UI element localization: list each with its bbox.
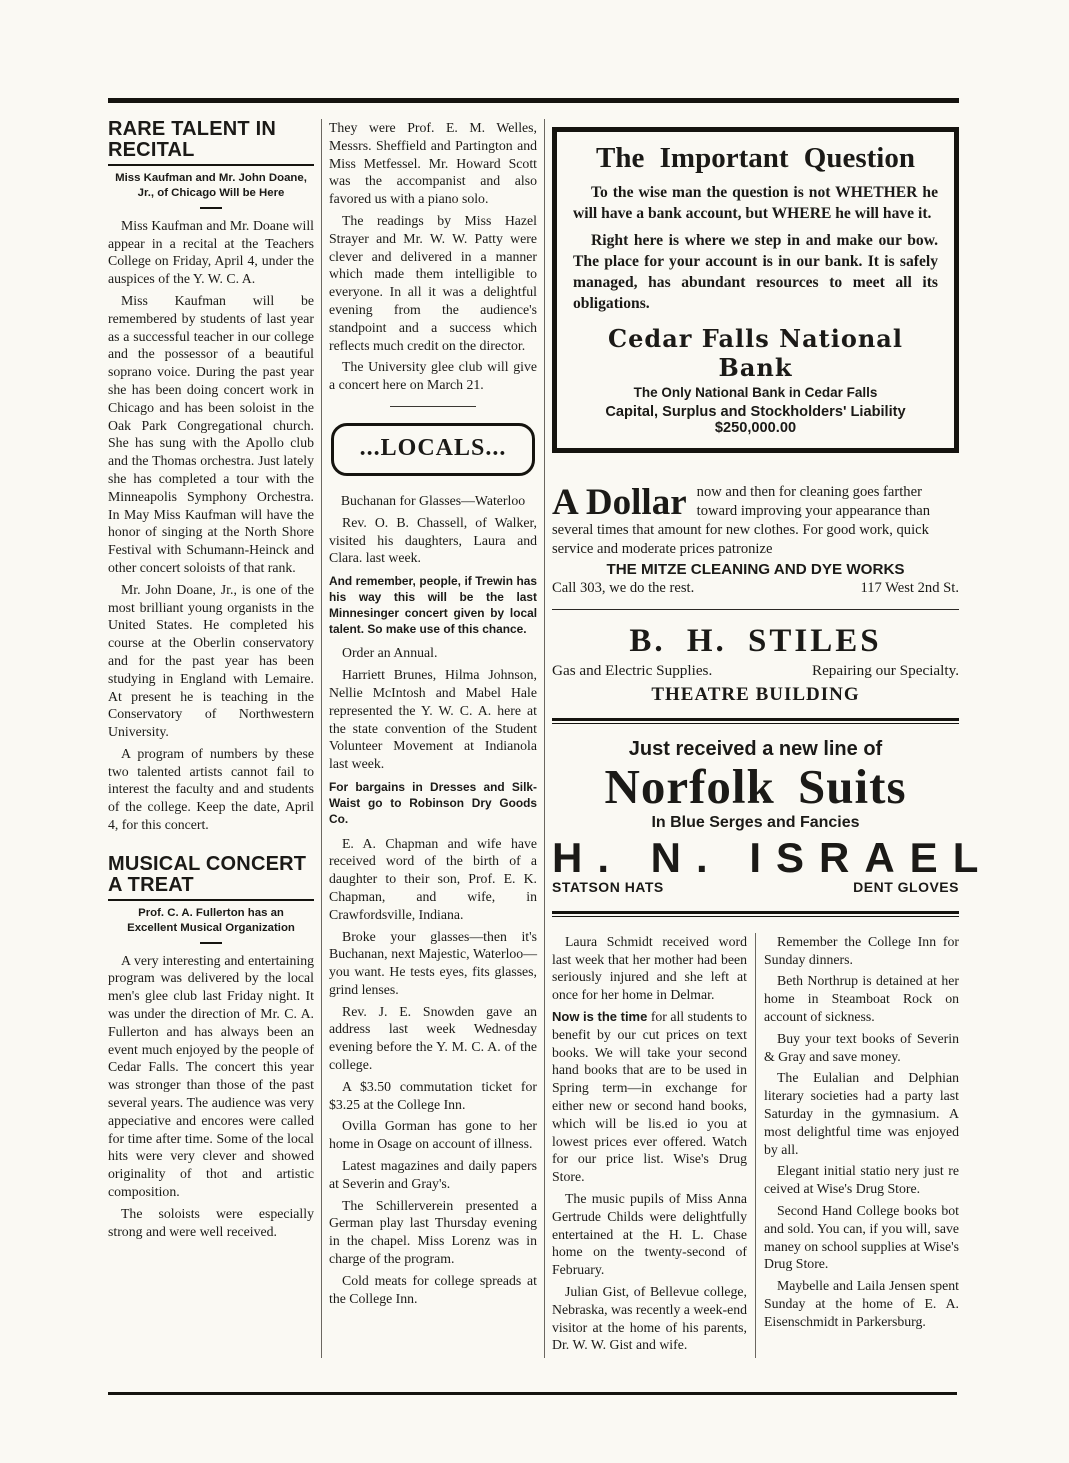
- paragraph: A program of numbers by these two talented artists cannot fail to interest the faculty and and students of the college. Keep the date, April 4, for this concert.: [108, 745, 314, 833]
- ad-contact-row: [552, 580, 959, 597]
- double-rule: [552, 911, 959, 917]
- ad-body-text: now and then for cleaning goes farther toward improving your appearance than several times that amount for new clothes. For good work, quick service and moderate prices patronize: [552, 484, 931, 558]
- news-column-right: [764, 933, 959, 1358]
- news-item: The Eulalian and Delphian literary societies had a party last Saturday in the gymnasium. A most delightful time was enjoyed by all.: [764, 1070, 959, 1157]
- local-item: E. A. Chapman and wife have received word of the birth of a daughter to their son, Prof. E. K. Chapman, and wife, in Crawfordsville, Indiana.: [329, 835, 537, 922]
- local-item: Harriett Brunes, Hilma Johnson, Nellie McIntosh and Mabel Hale represented the Y. W. C. A. here at the state convention of the Student Volunteer Movement at Indianola last week.: [329, 667, 537, 772]
- local-item: Rev. J. E. Snowden gave an address last week Wednesday evening before the Y. M. C. A. of the college.: [329, 1003, 537, 1073]
- local-item: Latest magazines and daily papers at Severin and Gray's.: [329, 1158, 537, 1191]
- local-item: Buchanan for Glasses—Waterloo: [340, 492, 526, 508]
- cleaning-works-advertisement: [552, 483, 959, 597]
- paragraph: A very interesting and entertaining program was delivered by the local men's glee club last Friday night. It was under the direction of Mr. C. A. Fullerton and has always been an event much enjoyed by the people of Cedar Falls. The concert this year was stronger than those of the past several years. The audience was very appeciative and encores were called for time after time. Some of the local hits were very clever and showed originality of thot and artistic composition.: [108, 952, 314, 1200]
- israel-advertisement: [552, 736, 994, 899]
- top-rule: [108, 98, 959, 103]
- paragraph: The soloists were especially strong and were well received.: [108, 1205, 314, 1239]
- section-rule: [552, 609, 959, 610]
- brand-right: DENT GLOVES: [853, 878, 959, 895]
- subhead-dash: [200, 207, 222, 209]
- bank-advertisement: [552, 127, 959, 453]
- page-columns: [108, 118, 994, 1358]
- company-name: H. N. ISRAEL: [552, 833, 994, 881]
- article-rare-talent: [108, 119, 314, 834]
- double-rule: [552, 718, 959, 724]
- paragraph: Miss Kaufman and Mr. Doane will appear in a recital at the Teachers College on Friday, April 4, under the auspices of the Y. W. C. A.: [108, 217, 314, 287]
- subhead-dash: [200, 942, 222, 944]
- product-subline: In Blue Serges and Fancies: [651, 813, 860, 831]
- ad-headline: The Important Question: [596, 142, 915, 174]
- article-musical-concert: [108, 854, 314, 1241]
- location-line: THEATRE BUILDING: [651, 683, 860, 705]
- news-column-left: [552, 933, 747, 1358]
- ad-lead-text: A Dollar: [552, 482, 687, 524]
- local-item: The Schillerverein presented a German play last Thursday evening in the chapel. Miss Lorenz was in charge of the program.: [329, 1197, 537, 1267]
- column-rule: [321, 119, 322, 1358]
- paragraph: The University glee club will give a concert here on March 21.: [329, 359, 537, 393]
- article-headline: MUSICAL CONCERT A TREAT: [108, 854, 314, 901]
- ad-intro-line: Just received a new line of: [628, 737, 883, 760]
- article-subhead: Miss Kaufman and Mr. John Doane, Jr., of Chicago Will be Here: [115, 172, 307, 200]
- news-item: Laura Schmidt received word last week that her mother had been seriously injured and she left at once for her home in Delmar.: [552, 933, 747, 1003]
- local-item-notice: And remember, people, if Trewin has his way this will be the last Minnesinger concert given by local talent. So make use of this chance.: [329, 574, 537, 636]
- news-item: Buy your text books of Severin & Gray and save money.: [764, 1030, 959, 1064]
- news-item: The music pupils of Miss Anna Gertrude Childs were delightfully entertained at the H. L. Chase home on the twenty-second of February.: [552, 1191, 747, 1278]
- news-item: Second Hand College books bot and sold. You can, if you will, save maney on school supplies at Wise's Drug Store.: [764, 1203, 959, 1272]
- news-item: Julian Gist, of Bellevue college, Nebraska, was recently a week-end visitor at the home of his parents, Dr. W. W. Gist and wife.: [552, 1284, 747, 1353]
- local-item: Broke your glasses—then it's Buchanan, next Majestic, Waterloo—you want. He tests eyes, fits glasses, grind lenses.: [329, 928, 537, 997]
- article-headline: RARE TALENT IN RECITAL: [108, 119, 314, 166]
- ad-services-row: [552, 662, 959, 680]
- stiles-advertisement: [552, 624, 959, 706]
- local-item: Rev. O. B. Chassell, of Walker, visited his daughters, Laura and Clara. last week.: [329, 514, 537, 566]
- company-name: THE MITZE CLEANING AND DYE WORKS: [606, 561, 905, 579]
- news-item-body: for all students to benefit by our cut prices on text books. We will take your second hand books that are to be used in Spring term—in exchange for either new or second hand books, which will be lis.ed io you at lowest prices ever offered. Watch for our price list. Wise's Drug Store.: [552, 1009, 747, 1185]
- left-column: [108, 119, 314, 1358]
- column-rule: [544, 119, 545, 1358]
- bank-tagline: The Only National Bank in Cedar Falls: [633, 385, 878, 401]
- middle-column: [329, 119, 537, 1358]
- phone-line: Call 303, we do the rest.: [552, 580, 695, 597]
- locals-header: ...LOCALS...: [331, 423, 535, 476]
- paragraph: They were Prof. E. M. Welles, Messrs. Sheffield and Partington and Miss Metfessel. Mr. Howard Scott was the accompanist and also favored us with a piano solo.: [329, 120, 537, 207]
- brand-left: STATSON HATS: [552, 878, 664, 895]
- right-column: [552, 119, 994, 1358]
- company-name: B. H. STILES: [629, 623, 882, 660]
- ad-paragraph: Right here is where we step in and make our bow. The place for your account is in our bank. It is safely managed, has abundant resources to meet all its obligations.: [573, 232, 938, 312]
- section-rule: [390, 406, 476, 407]
- local-item: A $3.50 commutation ticket for $3.25 at the College Inn.: [329, 1078, 537, 1112]
- service-right: Repairing our Specialty.: [811, 661, 959, 679]
- bank-capital-line: Capital, Surplus and Stockholders' Liability $250,000.00: [605, 404, 906, 437]
- local-item: Cold meats for college spreads at the College Inn.: [329, 1272, 537, 1306]
- bottom-rule: [108, 1392, 957, 1395]
- product-name: Norfolk Suits: [604, 758, 907, 814]
- ad-brands-row: [552, 879, 959, 895]
- news-item: Elegant initial statio nery just re ceived at Wise's Drug Store.: [764, 1163, 959, 1197]
- paragraph: Miss Kaufman will be remembered by students of last year as a successful teacher in our college and the possessor of a beautiful soprano voice. During the past year she has been doing concert work in Chicago and has been soloist in the Oak Park Congregational church. She has sung with the Apollo club and the Thomas orchestra. Just lately she has completed a tour with the Minneapolis Symphony Orchestra. In May Miss Kaufman will have the honor of singing at the North Shore Festival with Schumann-Heinck and other concert soloists of that rank.: [108, 292, 314, 575]
- local-item: Ovilla Gorman has gone to her home in Osage on account of illness.: [329, 1118, 537, 1152]
- ad-paragraph: To the wise man the question is not WHETHER he will have a bank account, but WHERE he will have it.: [573, 184, 938, 222]
- news-item: Remember the College Inn for Sunday dinners.: [764, 933, 959, 967]
- news-item: Maybelle and Laila Jensen spent Sunday at the home of E. A. Eisenschmidt in Parkersburg.: [764, 1278, 959, 1329]
- paragraph: Mr. John Doane, Jr., is one of the most brilliant young organists in the United States. He completed his course at the Oberlin conservatory and for the past year has been studying in England with Lemaire. At present he is teaching in the Conservatory of Northwestern University.: [108, 581, 314, 740]
- paragraph: The readings by Miss Hazel Strayer and Mr. W. W. Patty were clever and delivered in a manner which made them intelligible to everyone. In all it was a delightful evening from the audience's standpoint and a success which reflects much credit on the director.: [329, 212, 537, 353]
- service-left: Gas and Electric Supplies.: [552, 661, 713, 679]
- column-rule: [755, 933, 756, 1358]
- news-item-lead: Now is the time: [552, 1009, 648, 1025]
- local-item-notice: For bargains in Dresses and Silk-Waist go to Robinson Dry Goods Co.: [329, 780, 537, 826]
- local-item: Order an Annual.: [342, 645, 438, 661]
- article-subhead: Prof. C. A. Fullerton has an Excellent Musical Organization: [127, 906, 295, 935]
- address-line: 117 West 2nd St.: [860, 580, 959, 597]
- bank-name: Cedar Falls National Bank: [608, 324, 903, 383]
- bottom-news-columns: [552, 933, 959, 1358]
- news-item: Beth Northrup is detained at her home in Steamboat Rock on account of sickness.: [764, 973, 959, 1025]
- news-item: [552, 1008, 747, 1186]
